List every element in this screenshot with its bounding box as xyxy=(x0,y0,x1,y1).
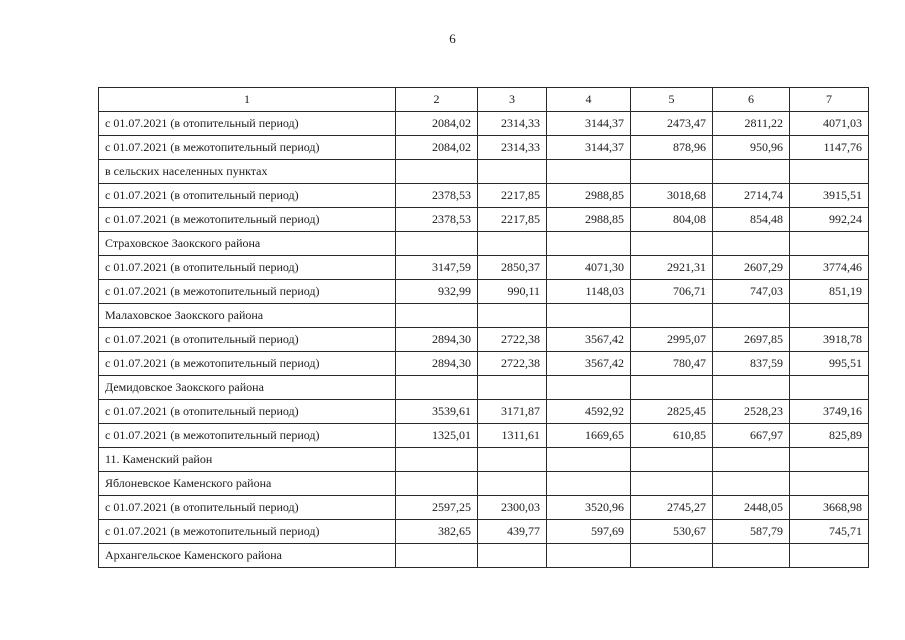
table-cell xyxy=(631,544,713,568)
table-cell: 1325,01 xyxy=(396,424,478,448)
table-row xyxy=(99,160,869,184)
table-cell: 3539,61 xyxy=(396,400,478,424)
table-cell: 2697,85 xyxy=(713,328,790,352)
table-cell xyxy=(547,376,631,400)
table-cell: 1147,76 xyxy=(790,136,869,160)
row-label: с 01.07.2021 (в межотопительный период) xyxy=(99,520,396,544)
table-cell: 2084,02 xyxy=(396,112,478,136)
row-label: с 01.07.2021 (в межотопительный период) xyxy=(99,208,396,232)
table-row xyxy=(99,328,869,352)
table-row xyxy=(99,424,869,448)
table-cell: 2448,05 xyxy=(713,496,790,520)
table-cell xyxy=(713,472,790,496)
table-cell xyxy=(547,448,631,472)
table-cell: 854,48 xyxy=(713,208,790,232)
table-cell: 4592,92 xyxy=(547,400,631,424)
table-cell: 2314,33 xyxy=(478,136,547,160)
table-cell: 4071,30 xyxy=(547,256,631,280)
table-cell: 2722,38 xyxy=(478,328,547,352)
table-cell xyxy=(713,544,790,568)
table-cell xyxy=(631,304,713,328)
table-cell: 825,89 xyxy=(790,424,869,448)
table-cell xyxy=(790,304,869,328)
table-cell: 878,96 xyxy=(631,136,713,160)
table-row xyxy=(99,448,869,472)
table-cell: 382,65 xyxy=(396,520,478,544)
table-cell: 837,59 xyxy=(713,352,790,376)
table-cell: 439,77 xyxy=(478,520,547,544)
table-row xyxy=(99,544,869,568)
table-row xyxy=(99,496,869,520)
table-cell xyxy=(478,472,547,496)
table-cell xyxy=(713,304,790,328)
table-cell xyxy=(547,160,631,184)
table-cell xyxy=(790,544,869,568)
table-cell xyxy=(713,448,790,472)
table-cell: 3749,16 xyxy=(790,400,869,424)
table-cell: 950,96 xyxy=(713,136,790,160)
table-cell: 2300,03 xyxy=(478,496,547,520)
table-cell: 2988,85 xyxy=(547,184,631,208)
table-cell: 2597,25 xyxy=(396,496,478,520)
table-cell: 2084,02 xyxy=(396,136,478,160)
table-cell: 2850,37 xyxy=(478,256,547,280)
row-label: Демидовское Заокского района xyxy=(99,376,396,400)
table-cell: 3144,37 xyxy=(547,136,631,160)
table-cell: 2314,33 xyxy=(478,112,547,136)
row-label: с 01.07.2021 (в межотопительный период) xyxy=(99,136,396,160)
table-row xyxy=(99,136,869,160)
table-row xyxy=(99,208,869,232)
table-cell xyxy=(547,232,631,256)
table-cell: 610,85 xyxy=(631,424,713,448)
table-cell: 3567,42 xyxy=(547,352,631,376)
table-cell: 2745,27 xyxy=(631,496,713,520)
row-label: с 01.07.2021 (в отопительный период) xyxy=(99,184,396,208)
table-cell xyxy=(631,160,713,184)
column-header: 7 xyxy=(790,88,869,112)
table-row xyxy=(99,376,869,400)
table-cell xyxy=(396,544,478,568)
table-row xyxy=(99,520,869,544)
table-cell: 851,19 xyxy=(790,280,869,304)
table-cell: 2378,53 xyxy=(396,184,478,208)
table-cell xyxy=(631,232,713,256)
table-cell xyxy=(790,448,869,472)
row-label: с 01.07.2021 (в межотопительный период) xyxy=(99,280,396,304)
row-label: с 01.07.2021 (в межотопительный период) xyxy=(99,424,396,448)
table-row xyxy=(99,472,869,496)
table-cell: 3171,87 xyxy=(478,400,547,424)
table-cell: 3520,96 xyxy=(547,496,631,520)
table-cell: 992,24 xyxy=(790,208,869,232)
table-cell: 2894,30 xyxy=(396,328,478,352)
table-cell: 3915,51 xyxy=(790,184,869,208)
table-row xyxy=(99,184,869,208)
table-header-row xyxy=(99,88,869,112)
table-cell: 804,08 xyxy=(631,208,713,232)
row-label: в сельских населенных пунктах xyxy=(99,160,396,184)
table-cell xyxy=(547,472,631,496)
table-cell: 1311,61 xyxy=(478,424,547,448)
table-row xyxy=(99,280,869,304)
table-cell: 747,03 xyxy=(713,280,790,304)
table-cell: 3147,59 xyxy=(396,256,478,280)
table-row xyxy=(99,400,869,424)
page-number: 6 xyxy=(449,31,456,46)
table-cell xyxy=(478,376,547,400)
table-cell: 2473,47 xyxy=(631,112,713,136)
table-cell: 780,47 xyxy=(631,352,713,376)
table-cell xyxy=(396,232,478,256)
row-label: с 01.07.2021 (в межотопительный период) xyxy=(99,352,396,376)
table-cell xyxy=(790,160,869,184)
table-cell: 932,99 xyxy=(396,280,478,304)
table-row xyxy=(99,352,869,376)
table-cell: 706,71 xyxy=(631,280,713,304)
table-cell: 1669,65 xyxy=(547,424,631,448)
table-cell xyxy=(631,472,713,496)
table-cell xyxy=(631,376,713,400)
table-cell xyxy=(478,544,547,568)
table-cell xyxy=(478,304,547,328)
table-cell: 530,67 xyxy=(631,520,713,544)
table-cell: 745,71 xyxy=(790,520,869,544)
table-cell xyxy=(713,160,790,184)
table-cell: 2217,85 xyxy=(478,184,547,208)
table-cell: 2988,85 xyxy=(547,208,631,232)
table-cell xyxy=(478,160,547,184)
table-cell: 3774,46 xyxy=(790,256,869,280)
table-cell: 667,97 xyxy=(713,424,790,448)
table-cell: 990,11 xyxy=(478,280,547,304)
table-row xyxy=(99,112,869,136)
table-cell: 3144,37 xyxy=(547,112,631,136)
row-label: Архангельское Каменского района xyxy=(99,544,396,568)
table-row xyxy=(99,232,869,256)
table-cell xyxy=(396,160,478,184)
table-cell: 2607,29 xyxy=(713,256,790,280)
row-label: с 01.07.2021 (в отопительный период) xyxy=(99,496,396,520)
table-cell: 3668,98 xyxy=(790,496,869,520)
column-header: 6 xyxy=(713,88,790,112)
table-cell: 2995,07 xyxy=(631,328,713,352)
table-cell: 4071,03 xyxy=(790,112,869,136)
row-label: с 01.07.2021 (в отопительный период) xyxy=(99,256,396,280)
table-row xyxy=(99,256,869,280)
table-cell: 2811,22 xyxy=(713,112,790,136)
table-cell xyxy=(713,232,790,256)
row-label: Страховское Заокского района xyxy=(99,232,396,256)
table-cell: 3567,42 xyxy=(547,328,631,352)
table-cell: 2921,31 xyxy=(631,256,713,280)
column-header: 1 xyxy=(99,88,396,112)
table-cell xyxy=(478,448,547,472)
table-cell xyxy=(790,232,869,256)
table-cell xyxy=(396,376,478,400)
table-cell: 2825,45 xyxy=(631,400,713,424)
table-cell: 995,51 xyxy=(790,352,869,376)
table-cell: 2894,30 xyxy=(396,352,478,376)
table-cell: 1148,03 xyxy=(547,280,631,304)
table-cell xyxy=(790,376,869,400)
column-header: 5 xyxy=(631,88,713,112)
table-cell xyxy=(396,472,478,496)
table-cell: 2722,38 xyxy=(478,352,547,376)
table-cell: 3918,78 xyxy=(790,328,869,352)
row-label: Яблоневское Каменского района xyxy=(99,472,396,496)
table-cell xyxy=(547,304,631,328)
table-cell xyxy=(631,448,713,472)
table-cell: 597,69 xyxy=(547,520,631,544)
table-cell xyxy=(396,304,478,328)
table-cell xyxy=(478,232,547,256)
table-cell xyxy=(790,472,869,496)
table-cell: 587,79 xyxy=(713,520,790,544)
row-label: 11. Каменский район xyxy=(99,448,396,472)
column-header: 3 xyxy=(478,88,547,112)
table-cell xyxy=(547,544,631,568)
tariff-table xyxy=(98,87,869,568)
table-cell: 2217,85 xyxy=(478,208,547,232)
row-label: с 01.07.2021 (в отопительный период) xyxy=(99,112,396,136)
table-cell: 2378,53 xyxy=(396,208,478,232)
column-header: 2 xyxy=(396,88,478,112)
column-header: 4 xyxy=(547,88,631,112)
table-cell: 3018,68 xyxy=(631,184,713,208)
row-label: с 01.07.2021 (в отопительный период) xyxy=(99,328,396,352)
table-cell xyxy=(396,448,478,472)
table-cell: 2714,74 xyxy=(713,184,790,208)
table-row xyxy=(99,304,869,328)
row-label: Малаховское Заокского района xyxy=(99,304,396,328)
table-cell xyxy=(713,376,790,400)
row-label: с 01.07.2021 (в отопительный период) xyxy=(99,400,396,424)
table-cell: 2528,23 xyxy=(713,400,790,424)
